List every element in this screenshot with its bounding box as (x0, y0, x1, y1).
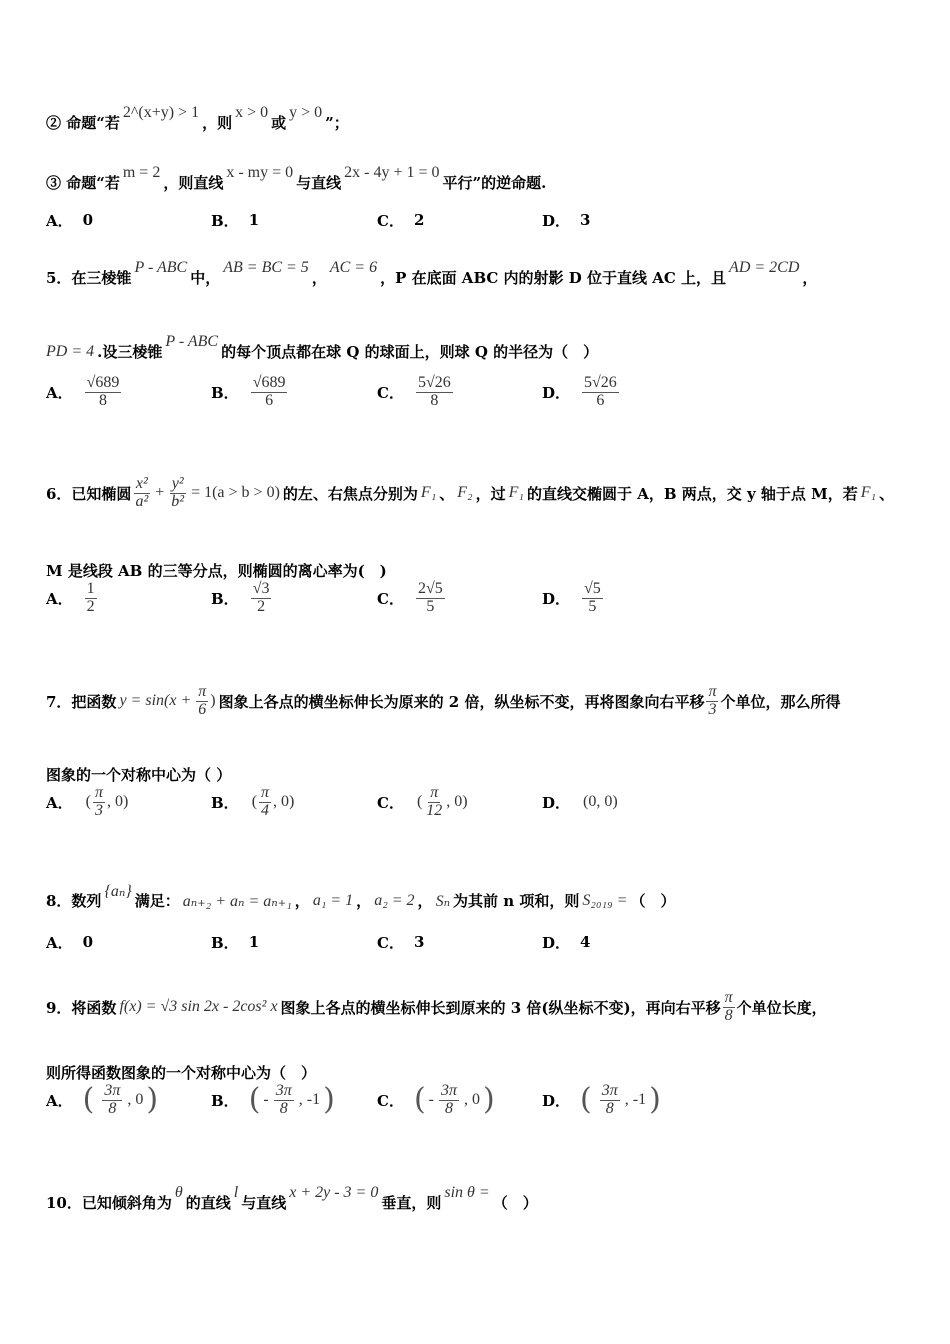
fraction-denominator: 12 (426, 801, 443, 819)
fraction-denominator: 8 (99, 391, 108, 409)
text: 图象上各点的横坐标伸长为原来的 2 倍，纵坐标不变，再将图象向右平移 (218, 692, 705, 711)
option-b[interactable]: B． ( $\frac{\pi}{4}$ , 0) (211, 783, 295, 819)
option-label: A． (46, 933, 73, 952)
q9-line2 (46, 1062, 920, 1083)
math: AD = 2CD (729, 258, 800, 276)
option-sign: - (263, 1091, 269, 1108)
fraction-denominator: 8 (445, 1099, 453, 1117)
text: 图象的一个对称中心为（ ） (46, 766, 232, 784)
text: ② 命题“若 (46, 114, 120, 132)
option-b[interactable] (211, 375, 289, 410)
option-c[interactable] (377, 375, 455, 410)
text: 个单位，那么所得 (720, 692, 841, 711)
text: 的每个顶点都在球 Q 的球面上，则球 Q 的半径为（ ） (221, 343, 599, 361)
text: 的左、右焦点分别为 (282, 484, 418, 503)
option-label: C． (377, 383, 404, 402)
q7-line2 (46, 764, 920, 785)
fraction-numerator: 1 (86, 579, 95, 597)
question-number: 6．已知椭圆 (46, 484, 132, 503)
text: ，过 (475, 484, 506, 503)
option-d[interactable] (542, 581, 605, 616)
math: x + 2y - 3 = 0 (289, 1183, 379, 1201)
text: 个单位长度， (736, 998, 827, 1017)
option-label: B． (211, 1091, 239, 1110)
math: AC = 6 (329, 258, 378, 276)
option-value: 1 (248, 211, 260, 229)
fraction-denominator: a² (135, 492, 149, 510)
option-a[interactable] (46, 210, 93, 231)
option-d[interactable] (542, 932, 590, 953)
math: F₁ (508, 484, 524, 502)
option-d[interactable] (542, 375, 621, 410)
fraction-denominator: 8 (430, 391, 439, 409)
fraction-denominator: 8 (724, 1006, 733, 1024)
math: = 1(a > b > 0) (191, 484, 280, 502)
q5-line1 (46, 258, 920, 288)
math: PD = 4 (46, 342, 95, 360)
option-c[interactable]: C． ( $\frac{\pi}{12}$ , 0) (377, 783, 468, 819)
math: S₂₀₁₉ = (582, 891, 628, 909)
fraction-denominator: 6 (265, 391, 274, 409)
text: ”； (325, 114, 349, 132)
text: 与直线 (296, 174, 342, 192)
text: 的直线交椭圆于 A，B 两点，交 y 轴于点 M，若 (526, 484, 858, 503)
fraction-denominator: 8 (605, 1099, 614, 1117)
text: 满足： (134, 892, 180, 910)
option-b[interactable] (211, 210, 259, 231)
math: y > 0 (289, 103, 323, 121)
option-a[interactable]: A． ( $\frac{\pi}{3}$ , 0) (46, 783, 129, 819)
option-label: B． (211, 211, 239, 230)
fraction-numerator: π (94, 783, 103, 801)
option-tail: , -1 (298, 1091, 321, 1108)
fraction-denominator: 6 (198, 700, 207, 718)
fraction-numerator: π (708, 683, 717, 700)
option-c[interactable] (377, 581, 447, 616)
option-value: 3 (580, 211, 591, 229)
option-d[interactable]: D． ( $\frac{3\pi}{8}$ , -1 ) (542, 1081, 661, 1117)
fraction-numerator: 2√5 (417, 579, 443, 597)
option-tail: , 0) (446, 793, 468, 810)
math: aₙ₊₂ + aₙ = aₙ₊₁ (182, 892, 292, 910)
text: 垂直，则 (381, 1194, 442, 1212)
option-tail: , 0 (464, 1091, 481, 1108)
fraction-numerator: 5√26 (417, 373, 451, 391)
option-label: C． (377, 589, 404, 608)
option-c[interactable] (377, 932, 424, 953)
math: y = sin(x + (119, 692, 192, 710)
option-label: D． (542, 793, 571, 812)
math: F₁ (420, 484, 437, 502)
option-label: A． (46, 589, 73, 608)
option-label: A． (46, 383, 73, 402)
option-label: D． (542, 383, 571, 402)
text: ， (311, 269, 327, 287)
text: 平行”的逆命题. (442, 174, 547, 192)
fraction-numerator: π (430, 783, 439, 801)
fraction-numerator: √689 (86, 373, 120, 391)
question-number: 5．在三棱锥 (46, 269, 132, 287)
option-value: 1 (248, 933, 260, 951)
fraction-denominator: 4 (261, 801, 270, 819)
math: 2x - 4y + 1 = 0 (344, 163, 440, 181)
question-number: 10．已知倾斜角为 (46, 1194, 172, 1212)
math: 2^(x+y) > 1 (122, 103, 200, 121)
math: sin θ = (444, 1183, 490, 1201)
text: 与直线 (241, 1194, 287, 1212)
option-label: A． (46, 793, 73, 812)
fraction-numerator: √689 (252, 373, 286, 391)
fraction-numerator: 3π (104, 1081, 121, 1099)
fraction-numerator: 3π (441, 1081, 458, 1099)
text: ， (294, 892, 310, 910)
math: ) (210, 692, 216, 710)
math: θ (174, 1183, 183, 1201)
fraction-denominator: 5 (426, 597, 435, 615)
option-b[interactable] (211, 581, 273, 616)
fraction-denominator: 8 (279, 1099, 288, 1117)
option-a[interactable]: A． ( $\frac{3\pi}{8}$ , 0 ) (46, 1081, 159, 1117)
q9-line1 (46, 990, 920, 1025)
math: a₁ = 1 (312, 891, 354, 909)
text: （ ） (630, 892, 676, 910)
option-label: D． (542, 211, 571, 230)
math: AB = BC = 5 (223, 258, 309, 276)
fraction-denominator: 3 (708, 700, 717, 718)
q5-line2 (46, 332, 920, 362)
text: ③ 命题“若 (46, 174, 120, 192)
option-b[interactable] (211, 932, 259, 953)
text: ， (417, 892, 433, 910)
option-label: C． (377, 793, 404, 812)
fraction-numerator: 5√26 (584, 373, 617, 391)
math: F₁ (860, 484, 877, 502)
text: ， (802, 269, 818, 287)
text: 中， (190, 269, 221, 287)
text: 、 (879, 484, 895, 503)
fraction-numerator: √3 (252, 579, 270, 597)
math: a₂ = 2 (374, 891, 415, 909)
option-value: 4 (580, 933, 591, 951)
text: ，则直线 (163, 174, 224, 192)
fraction-numerator: y² (171, 475, 184, 492)
option-a[interactable] (46, 581, 99, 616)
fraction-denominator: 2 (257, 597, 266, 615)
text: （ ） (492, 1194, 538, 1212)
fraction-denominator: 8 (108, 1099, 117, 1117)
option-tail: , 0 (127, 1091, 144, 1108)
math: x - my = 0 (226, 163, 294, 181)
q4-item3 (46, 163, 920, 193)
fraction-numerator: π (198, 683, 207, 700)
option-value: 0 (82, 933, 94, 951)
option-tail: , 0) (273, 793, 295, 810)
option-b[interactable]: B． ( - $\frac{3\pi}{8}$ , -1 ) (211, 1081, 335, 1117)
fraction-denominator: 3 (94, 801, 103, 819)
option-value: 3 (413, 933, 425, 951)
fraction-numerator: π (261, 783, 270, 801)
math: f(x) = √3 sin 2x - 2cos² x (119, 998, 278, 1016)
option-label: C． (377, 1091, 404, 1110)
math: m = 2 (122, 163, 161, 181)
q8-line1 (46, 882, 920, 911)
question-number: 8．数列 (46, 892, 102, 910)
fraction-numerator: √5 (584, 579, 601, 597)
option-label: D． (542, 1091, 571, 1110)
math: {aₙ} (104, 882, 132, 900)
math: F₂ (457, 484, 473, 502)
q4-item2 (46, 103, 920, 133)
option-c[interactable] (377, 210, 424, 231)
fraction-denominator: b² (171, 492, 185, 510)
text: 为其前 n 项和，则 (453, 892, 580, 910)
math: P - ABC (165, 332, 219, 350)
q10-line1 (46, 1183, 920, 1213)
option-d[interactable] (542, 210, 590, 231)
text: ， (356, 892, 372, 910)
option-sign: - (428, 1091, 434, 1108)
option-value: 0 (82, 211, 94, 229)
question-number: 7．把函数 (46, 692, 117, 711)
question-number: 9．将函数 (46, 998, 117, 1017)
option-label: C． (377, 211, 404, 230)
option-tail: , -1 (624, 1091, 647, 1108)
option-value: 2 (413, 211, 425, 229)
math: Sₙ (435, 892, 451, 910)
fraction-denominator: 5 (588, 597, 597, 615)
text: 、 (439, 484, 455, 503)
option-value: (0, 0) (583, 793, 618, 810)
option-label: C． (377, 933, 404, 952)
text: M 是线段 AB 的三等分点，则椭圆的离心率为( ) (46, 562, 387, 580)
text: ，P 在底面 ABC 内的射影 D 位于直线 AC 上，且 (380, 269, 727, 287)
text: 的直线 (185, 1194, 231, 1212)
option-c[interactable]: C． ( - $\frac{3\pi}{8}$ , 0 ) (377, 1081, 495, 1117)
fraction-denominator: 6 (596, 391, 605, 409)
option-label: B． (211, 793, 239, 812)
option-label: D． (542, 933, 571, 952)
q7-line1 (46, 684, 920, 719)
fraction-numerator: 3π (275, 1081, 292, 1099)
math: P - ABC (134, 258, 188, 276)
option-label: B． (211, 383, 239, 402)
option-label: A． (46, 211, 73, 230)
q6-line2 (46, 560, 920, 581)
math: x > 0 (235, 103, 269, 121)
option-label: D． (542, 589, 571, 608)
fraction-numerator: 3π (601, 1081, 618, 1099)
math: l (233, 1183, 239, 1201)
fraction-numerator: π (724, 989, 733, 1006)
option-label: A． (46, 1091, 73, 1110)
option-d[interactable] (542, 792, 621, 813)
option-a[interactable] (46, 932, 93, 953)
option-a[interactable] (46, 375, 123, 410)
fraction-numerator: x² (135, 475, 148, 492)
text: .设三棱锥 (97, 343, 163, 361)
text: 则所得函数图象的一个对称中心为（ ） (46, 1064, 317, 1082)
text: ，则 (202, 114, 233, 132)
option-tail: , 0) (106, 793, 129, 810)
text: 图象上各点的横坐标伸长到原来的 3 倍(纵坐标不变)，再向右平移 (280, 998, 721, 1017)
option-label: B． (211, 933, 239, 952)
fraction-denominator: 2 (86, 597, 95, 615)
q6-line1: 6．已知椭圆 $\frac{\text{x²}}{\text{a²}}$ + $\frac{\text{y²}}{\text{b²}}$ = 1(a > b > 0) 的左、右焦点分别为 F₁ 、 F₂ ，过 F₁ 的直线交椭圆于 A，B 两点，交 y 轴于点 M，若 F₁ 、 (46, 475, 895, 510)
option-label: B． (211, 589, 239, 608)
text: 或 (271, 114, 287, 132)
